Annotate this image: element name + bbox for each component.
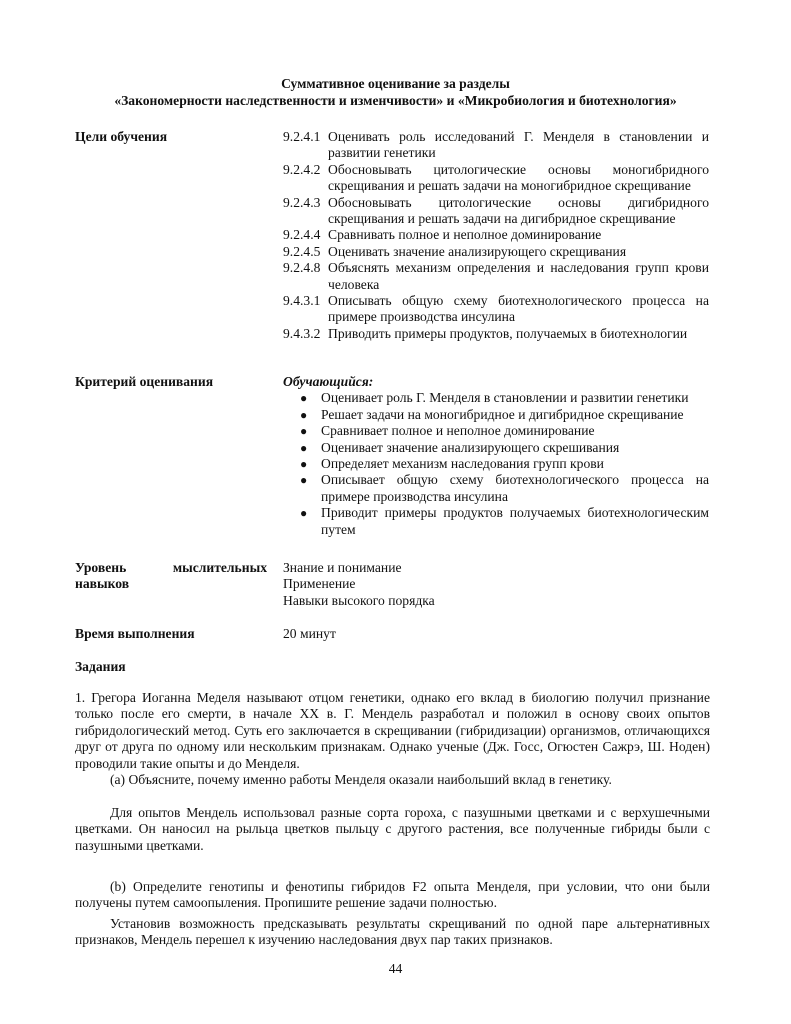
task-1-intro: 1. Грегора Иоганна Меделя называют отцом генетики, однако его вклад в биологию получил признание только после его смерти, в начале XX в. Г. Мендель разработал и положил в основу своих опытов гибридологический метод. Суть его заключается в скрещивании (гибридизации) организмов, отличающихся друг от друга по одному или нескольким признакам. Однако ученые (Дж. Госс, Огюстен Сажрэ, Ш. Ноден) проводили такие опыты и до Менделя.: [75, 690, 710, 771]
goal-text: Объяснять механизм определения и наследования групп крови человека: [328, 260, 709, 292]
criteria-item: ● Решает задачи на моногибридное и дигибридное скрещивание: [300, 406, 684, 422]
bullet-icon: ●: [300, 424, 308, 439]
bullet-icon: ●: [300, 506, 308, 521]
goal-text: Сравнивать полное и неполное доминирование: [328, 227, 602, 243]
goals-list: [283, 129, 709, 342]
goal-code: 9.2.4.4: [283, 227, 321, 243]
goal-code: 9.2.4.5: [283, 243, 321, 259]
goal-item: [283, 326, 709, 342]
task-1a-question: (a) Объясните, почему именно работы Менделя оказали наибольший вклад в генетику.: [110, 772, 612, 787]
criteria-item: ● Оценивает роль Г. Менделя в становлении и развитии генетики: [300, 390, 689, 406]
page-number: 44: [388, 961, 403, 976]
goal-code: 9.2.4.1: [283, 129, 321, 144]
criteria-label: Критерий оценивания: [75, 374, 214, 389]
goal-text: Описывать общую схему биотехнологического процесса на примере производства инсулина: [328, 293, 709, 325]
criteria-item: ● Приводит примеры продуктов получаемых биотехнологическим путем: [300, 505, 709, 537]
criteria-lead: Обучающийся:: [283, 374, 374, 389]
bullet-icon: ●: [300, 457, 308, 472]
goal-code: 9.2.4.8: [283, 260, 321, 276]
criteria-list: [283, 390, 709, 538]
goal-code: 9.4.3.2: [283, 325, 321, 341]
goal-item: [283, 244, 709, 260]
time-value: 20 минут: [283, 626, 336, 641]
skills-label: [75, 560, 267, 593]
skills-label-word-2: мыслительных: [172, 560, 267, 575]
task-next-intro: Установив возможность предсказывать результаты скрещиваний по одной паре альтернативных признаков, Мендель перешел к изучению наследования двух пар таких признаков.: [75, 916, 710, 948]
goal-item: [283, 129, 709, 162]
goal-text: Приводить примеры продуктов, получаемых в биотехнологии: [328, 325, 688, 341]
goal-item: [283, 195, 709, 228]
goal-code: 9.2.4.3: [283, 194, 321, 210]
criteria-item: ● Оценивает значение анализирующего скрешивания: [300, 439, 620, 455]
title-line-2: «Закономерности наследственности и изменчивости» и «Микробиология и биотехнология»: [114, 92, 677, 108]
goal-code: 9.2.4.2: [283, 161, 321, 177]
bullet-icon: ●: [300, 407, 308, 422]
goal-item: [283, 227, 709, 243]
criteria-item: ● Описывает общую схему биотехнологического процесса на примере производства инсулина: [300, 472, 709, 504]
skill-item: Знание и понимание: [283, 560, 402, 575]
criteria-item: ● Определяет механизм наследования групп крови: [300, 456, 604, 472]
goal-item: [283, 162, 709, 195]
bullet-icon: ●: [300, 440, 308, 455]
task-1b-question: (b) Определите генотипы и фенотипы гибридов F2 опыта Менделя, при условии, что они были получены путем самоопыления. Пропишите решение задачи полностью.: [75, 879, 710, 911]
skill-item: Применение: [283, 576, 356, 592]
goals-label: Цели обучения: [75, 129, 168, 144]
tasks-label: Задания: [75, 659, 126, 674]
goal-item: [283, 260, 709, 293]
skills-list: [283, 560, 709, 609]
title-line-1: Суммативное оценивание за разделы: [281, 76, 510, 91]
goal-text: Обосновывать цитологические основы моногибридного скрещивания и решать задачи на моногибридное скрещивание: [328, 161, 709, 194]
goal-text: Оценивать значение анализирующего скрещивания: [328, 243, 627, 259]
goal-text: Обосновывать цитологические основы дигибридного скрещивания и решать задачи на дигибридное скрещивание: [328, 194, 709, 227]
goal-item: [283, 293, 709, 326]
task-1-context: Для опытов Мендель использовал разные сорта гороха, с пазушными цветками и с верхушечными цветками. Он наносил на рыльца цветков пыльцу с другого растения, все полученные гибриды были с пазушными цветками.: [75, 805, 710, 853]
criteria-item: ● Сравнивает полное и неполное доминирование: [300, 423, 595, 439]
skills-label-word-1: Уровень: [75, 560, 127, 575]
bullet-icon: ●: [300, 473, 308, 488]
goal-text: Оценивать роль исследований Г. Менделя в становлении и развитии генетики: [328, 129, 709, 161]
document-title: [0, 76, 791, 109]
goal-code: 9.4.3.1: [283, 293, 321, 309]
time-label: Время выполнения: [75, 626, 195, 641]
skill-item: Навыки высокого порядка: [283, 592, 435, 608]
criteria-block: [283, 374, 709, 538]
bullet-icon: ●: [300, 391, 308, 406]
skills-label-line-2: навыков: [75, 576, 130, 592]
